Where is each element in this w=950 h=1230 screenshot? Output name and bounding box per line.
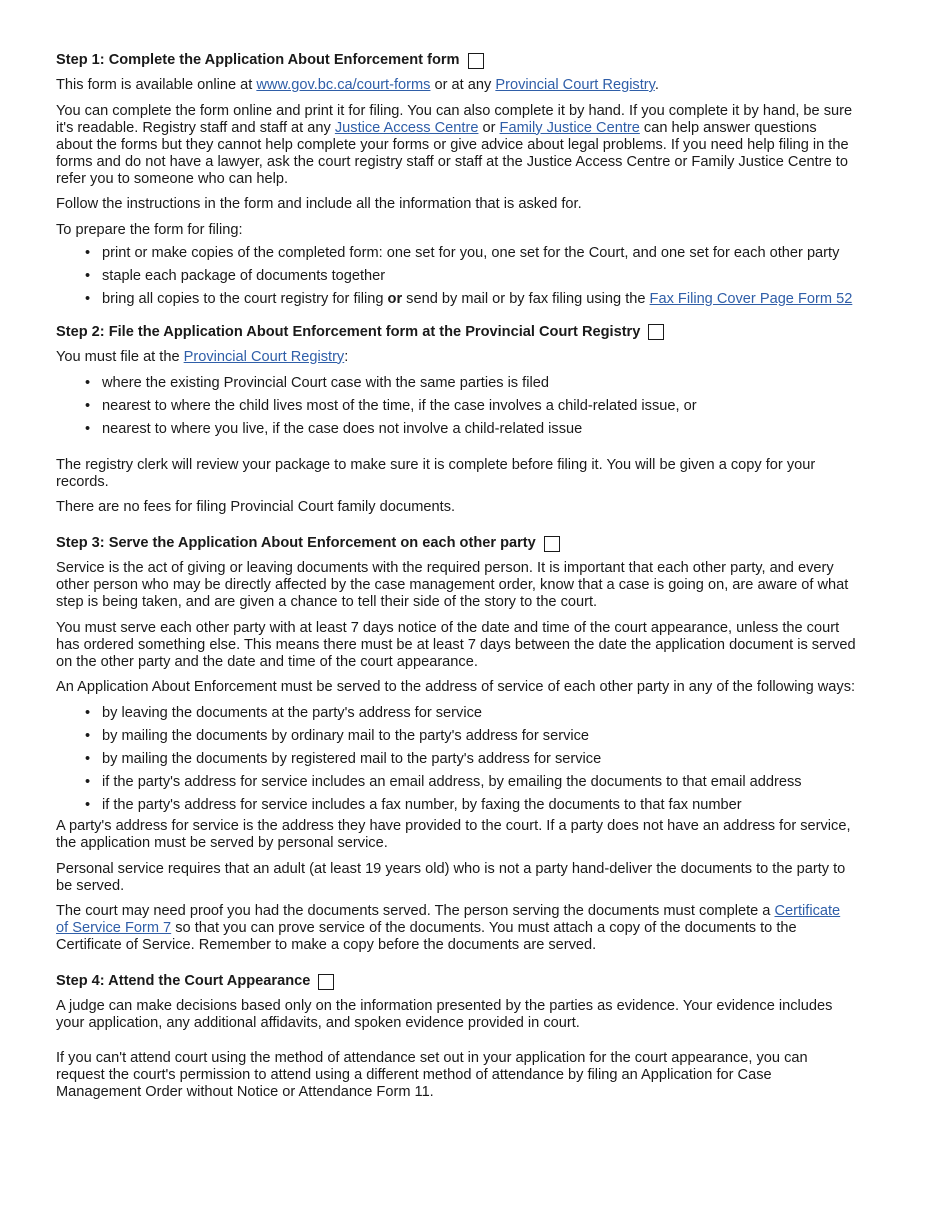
list-item: • by mailing the documents by registered mail to the party's address for service [56, 751, 856, 768]
provincial-court-registry-link-2[interactable]: Provincial Court Registry [183, 348, 345, 365]
step1-checkbox[interactable] [468, 53, 484, 69]
step3-paragraph-ways: An Application About Enforcement must be served to the address of service of each other party in any of the following ways: [56, 679, 856, 695]
step1-paragraph-prepare: To prepare the form for filing: [56, 221, 243, 238]
family-justice-centre-link[interactable]: Family Justice Centre [499, 119, 640, 136]
step2-checkbox[interactable] [648, 324, 664, 340]
step2-heading [56, 324, 856, 341]
step3-paragraph-address: A party's address for service is the address they have provided to the court. If a party does not have an address for service, the application must be served by personal service. [56, 818, 851, 851]
list-item: • by leaving the documents at the party's address for service [56, 705, 856, 722]
step2-paragraph-file-at: You must file at the Provincial Court Registry: [56, 348, 349, 365]
step4-title: Step 4: Attend the Court Appearance [56, 973, 311, 989]
list-item: • print or make copies of the completed form: one set for you, one set for the Court, and one set for each other party [56, 245, 856, 262]
list-item: • nearest to where you live, if the case does not involve a child-related issue [56, 421, 856, 438]
step3-paragraph-proof: The court may need proof you had the documents served. The person serving the documents must complete a Certificate of Service Form 7 so that you can prove service of the documents. You must attach a copy of the documents to the Certificate of Service. Remember to make a copy before the documents are served. [56, 903, 841, 953]
list-item: • by mailing the documents by ordinary mail to the party's address for service [56, 728, 856, 745]
step1-paragraph-completing: You can complete the form online and print it for filing. You can also complete it by hand. If you complete it by hand, be sure it's readable. Registry staff and staff at any Justice Access Centre or Family Justice Centre can help answer questions about the forms but they cannot help complete your forms or give advice about legal problems. If you need help filing in the forms and do not have a lawyer, ask the court registry staff or staff at the Justice Access Centre or Family Justice Centre to refer you to someone who can help. [56, 102, 853, 187]
fax-filing-cover-page-link[interactable]: Fax Filing Cover Page Form 52 [649, 290, 853, 307]
step4-paragraph-attendance: If you can't attend court using the method of attendance set out in your application for the court appearance, you can request the court's permission to attend using a different method of attendance by filing an Application for Case Management Order without Notice or Attendance Form 11. [56, 1050, 808, 1100]
step3-paragraph-notice: You must serve each other party with at least 7 days notice of the date and time of the court appearance, unless the court has ordered something else. This means there must be at least 7 days between the date the application document is served on the other party and the date and time of the court appearance. [56, 619, 856, 670]
list-item: • staple each package of documents together [56, 268, 856, 285]
step2-list [56, 375, 856, 438]
step3-paragraph-service: Service is the act of giving or leaving documents with the required person. It is important that each other party, and every other person who may be directly affected by the case management order, know that a case is going on, are aware of what step is being taken, and are given a chance to tell their side of the story to the court. [56, 560, 849, 610]
certificate-of-service-link[interactable]: Certificate of Service Form 7 [56, 903, 841, 936]
step3-title: Step 3: Serve the Application About Enforcement on each other party [56, 535, 536, 551]
list-item: • bring all copies to the court registry for filing or send by mail or by fax filing using the Fax Filing Cover Page Form 52 [56, 291, 856, 308]
court-forms-link[interactable]: www.gov.bc.ca/court-forms [256, 77, 431, 93]
instructions-page [56, 52, 856, 1110]
step1-paragraph-availability: This form is available online at www.gov.bc.ca/court-forms or at any Provincial Court Registry. [56, 77, 659, 93]
provincial-court-registry-link[interactable]: Provincial Court Registry [495, 77, 655, 93]
list-item: • if the party's address for service includes an email address, by emailing the documents to that email address [56, 774, 856, 791]
step2-paragraph-fees: There are no fees for filing Provincial Court family documents. [56, 499, 456, 515]
step2-title: Step 2: File the Application About Enforcement form at the Provincial Court Registry [56, 323, 641, 340]
justice-access-centre-link[interactable]: Justice Access Centre [334, 119, 479, 136]
step1-paragraph-instructions: Follow the instructions in the form and include all the information that is asked for. [56, 196, 582, 212]
step3-checkbox[interactable] [544, 536, 560, 552]
step1-title: Step 1: Complete the Application About Enforcement form [56, 52, 460, 68]
list-item: • where the existing Provincial Court case with the same parties is filed [56, 375, 856, 392]
step3-paragraph-personal: Personal service requires that an adult (at least 19 years old) who is not a party hand-deliver the documents to the party to be served. [56, 860, 846, 894]
step1-heading [56, 52, 856, 69]
step4-heading [56, 973, 856, 990]
step4-paragraph-evidence: A judge can make decisions based only on the information presented by the parties as evidence. Your evidence includes your application, any additional affidavits, and spoken evidence provided in court. [56, 998, 833, 1031]
list-item: • nearest to where the child lives most of the time, if the case involves a child-related issue, or [56, 398, 856, 415]
step1-list [56, 245, 856, 308]
step2-paragraph-review: The registry clerk will review your package to make sure it is complete before filing it. You will be given a copy for your records. [56, 456, 816, 490]
step3-list [56, 705, 856, 814]
step3-heading [56, 535, 856, 552]
list-item: • if the party's address for service includes a fax number, by faxing the documents to that fax number [56, 797, 856, 814]
step4-checkbox[interactable] [318, 974, 334, 990]
